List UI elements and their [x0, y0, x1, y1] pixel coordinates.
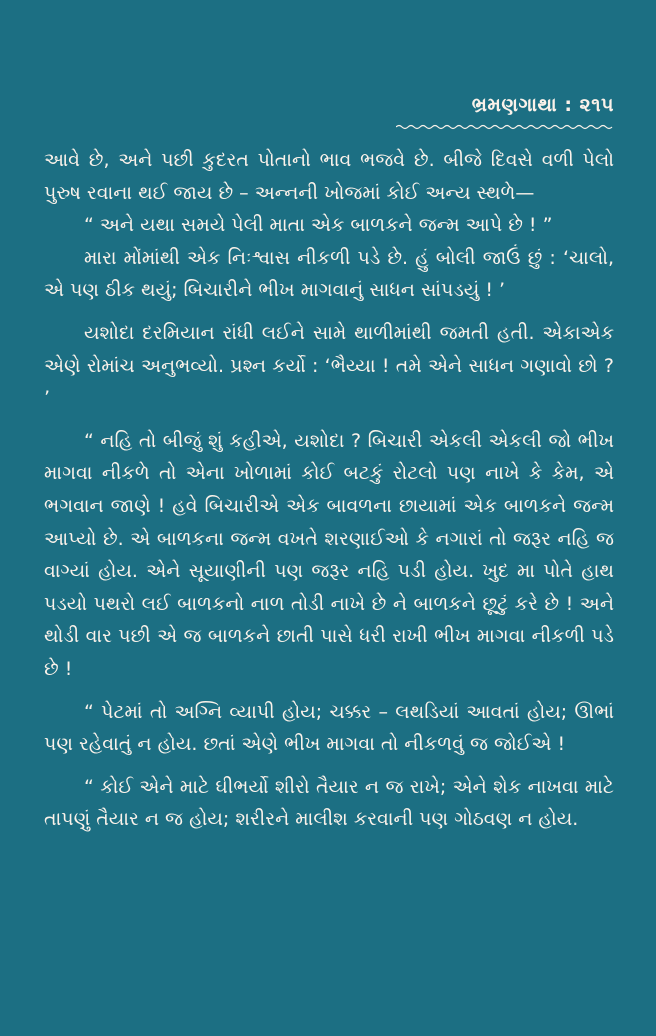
paragraph: “ અને યથા સમયે પેલી માતા એક બાળકને જન્મ આપે છે ! ”	[84, 214, 553, 237]
running-head: ભ્રમણગાથા : ૨૧૫	[471, 94, 614, 116]
wavy-rule-ornament	[396, 124, 614, 130]
paragraph: “ પેટમાં તો અગ્નિ વ્યાપી હોય; ચક્કર – લથડિયાં આવતાં હોય; ઊભાં પણ રહેવાતું ન હોય. છતાં એણે ભીખ માગવા તો નીકળવું જ જોઈએ !	[44, 700, 614, 756]
paragraph: “ કોઈ એને માટે ઘીભર્યો શીરો તૈયાર ન જ રાખે; એને શેક નાખવા માટે તાપણું તૈયાર ન જ હોય; શરીરને માલીશ કરવાની પણ ગોઠવણ ન હોય.	[44, 775, 614, 831]
body-text	[44, 144, 614, 836]
paragraph: મારા મોંમાંથી એક નિઃશ્વાસ નીકળી પડે છે. હું બોલી જાઉં છું : ‘ચાલો, એ પણ ઠીક થયું; બિચારીને ભીખ માગવાનું સાધન સાંપડયું ! ’	[44, 246, 614, 302]
paragraph: “ નહિ તો બીજું શું કહીએ, યશોદા ? બિચારી એકલી એકલી જો ભીખ માગવા નીકળે તો એના ખોળામાં કોઈ બટકું રોટલો પણ નાખે કે કેમ, એ ભગવાન જાણે ! હવે બિચારીએ એક બાવળના છાયામાં એક બાળકને જન્મ આપ્યો છે. એ બાળકના જન્મ વખતે શરણાઈઓ કે નગારાં તો જરૂર નહિ જ વાગ્યાં હોય. એને સૂયાણીની પણ જરૂર નહિ પડી હોય. ખુદ મા પોતે હાથ પડયો પથરો લઈ બાળકનો નાળ તોડી નાખે છે ને બાળકને છૂટું કરે છે ! અને થોડી વાર પછી એ જ બાળકને છાતી પાસે ધરી રાખી ભીખ માગવા નીકળી પડે છે !	[44, 429, 614, 680]
paragraph: આવે છે, અને પછી કુદરત પોતાનો ભાવ ભજવે છે. બીજે દિવસે વળી પેલો પુરુષ રવાના થઈ જાય છે – અન્નની ખોજમાં કોઈ અન્ય સ્થળે—	[44, 149, 614, 204]
paragraph: યશોદા દરમિયાન રાંધી લઈને સામે થાળીમાંથી જમતી હતી. એકાએક એણે રોમાંચ અનુભવ્યો. પ્રશ્ન કર્યો : ‘ભૈય્યા ! તમે એને સાધન ગણાવો છો ? ’	[44, 321, 614, 410]
